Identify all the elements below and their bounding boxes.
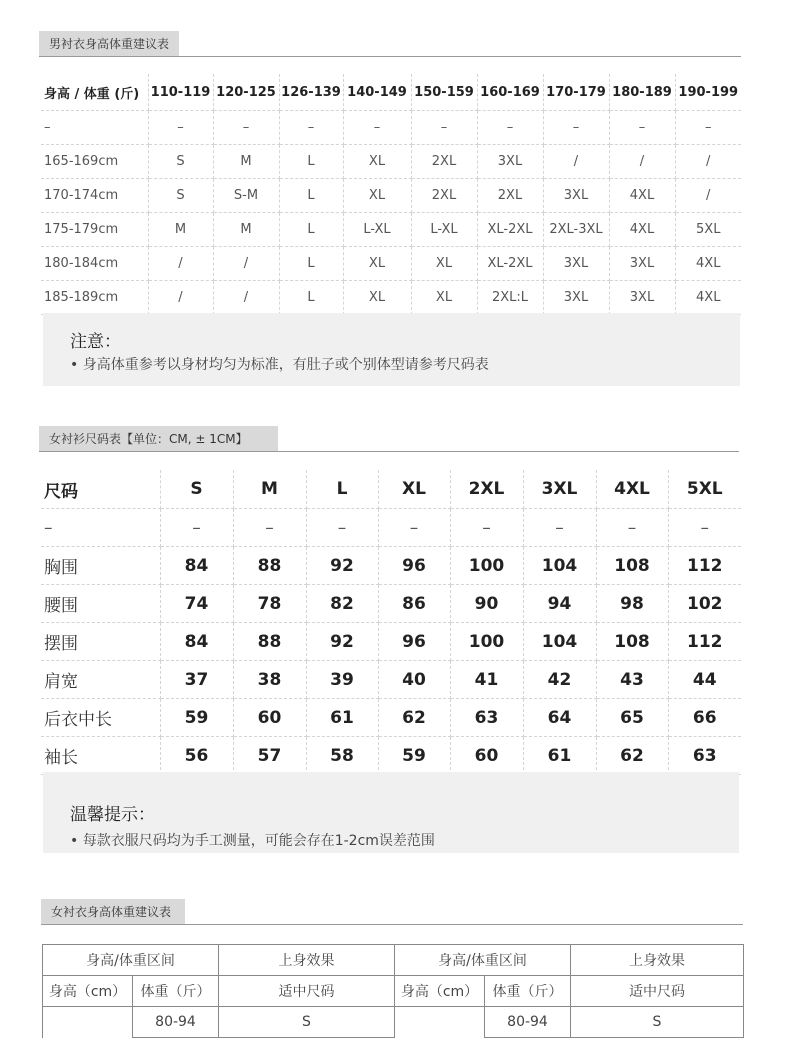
table-cell: 84	[160, 547, 233, 585]
height-header: 身高（cm）	[395, 976, 485, 1007]
table-cell: 3XL	[609, 281, 675, 315]
table-cell: L	[279, 213, 343, 247]
tip-item	[70, 830, 435, 850]
table-cell: 74	[160, 585, 233, 623]
table-row	[41, 509, 741, 547]
table-cell: 2XL:L	[477, 281, 543, 315]
table-cell: –	[477, 111, 543, 145]
column-header: 180-189	[609, 74, 675, 111]
column-header: 126-139	[279, 74, 343, 111]
men-section-title: 男衬衣身高体重建议表	[39, 31, 179, 57]
table-cell: XL-2XL	[477, 247, 543, 281]
table-cell: –	[306, 509, 378, 547]
table-cell: 3XL	[543, 247, 609, 281]
table-row	[41, 111, 741, 145]
bullet-icon: •	[70, 833, 83, 849]
table-header-row	[41, 74, 741, 111]
table-cell: 59	[378, 737, 450, 775]
table-cell: 92	[306, 623, 378, 661]
table-cell: 58	[306, 737, 378, 775]
table-cell: M	[213, 213, 279, 247]
table-cell: 38	[233, 661, 306, 699]
column-header: 4XL	[596, 470, 668, 509]
table-cell: 2XL-3XL	[543, 213, 609, 247]
table-cell: L	[279, 145, 343, 179]
table-cell: –	[675, 111, 741, 145]
row-label: 165-169cm	[41, 145, 148, 179]
table-cell: /	[213, 247, 279, 281]
table-row	[41, 699, 741, 737]
table-cell: S	[148, 179, 213, 213]
table-cell: /	[148, 247, 213, 281]
women-section-header	[39, 426, 739, 452]
table-cell: 44	[668, 661, 741, 699]
size-header: 适中尺码	[571, 976, 744, 1007]
table-cell: 61	[306, 699, 378, 737]
row-label-header: 身高 / 体重 (斤)	[41, 74, 148, 111]
table-cell: M	[213, 145, 279, 179]
column-header: 150-159	[411, 74, 477, 111]
table-cell: XL	[343, 145, 411, 179]
table-cell: 64	[523, 699, 596, 737]
table-cell: /	[543, 145, 609, 179]
table-cell: 42	[523, 661, 596, 699]
table-cell: 40	[378, 661, 450, 699]
table-header-row	[41, 470, 741, 509]
table-cell: 62	[596, 737, 668, 775]
table-cell: 3XL	[477, 145, 543, 179]
column-header: 3XL	[523, 470, 596, 509]
row-label: 180-184cm	[41, 247, 148, 281]
table-cell: –	[213, 111, 279, 145]
table-cell: –	[279, 111, 343, 145]
divider	[39, 451, 739, 452]
table-cell	[43, 1007, 133, 1038]
column-header: XL	[378, 470, 450, 509]
table-cell: XL	[411, 281, 477, 315]
table-cell: 2XL	[411, 179, 477, 213]
table-cell: XL-2XL	[477, 213, 543, 247]
table-cell: 90	[450, 585, 523, 623]
table-cell: –	[233, 509, 306, 547]
row-label: 185-189cm	[41, 281, 148, 315]
table-cell: 62	[378, 699, 450, 737]
table-header-row	[43, 945, 744, 976]
column-header: 170-179	[543, 74, 609, 111]
table-cell: 63	[668, 737, 741, 775]
range-header: 身高/体重区间	[43, 945, 219, 976]
table-cell: XL	[343, 247, 411, 281]
table-cell: 100	[450, 623, 523, 661]
table-cell: 4XL	[675, 247, 741, 281]
table-cell: –	[609, 111, 675, 145]
table-cell: 63	[450, 699, 523, 737]
size-header: 适中尺码	[219, 976, 395, 1007]
table-cell: 104	[523, 547, 596, 585]
table-cell: L	[279, 179, 343, 213]
column-header: M	[233, 470, 306, 509]
table-cell: 4XL	[609, 179, 675, 213]
table-row	[41, 179, 741, 213]
women-body-section-header	[41, 899, 743, 925]
column-header: 5XL	[668, 470, 741, 509]
table-cell: 98	[596, 585, 668, 623]
table-cell: 57	[233, 737, 306, 775]
column-header: 120-125	[213, 74, 279, 111]
table-cell: –	[668, 509, 741, 547]
table-cell: L	[279, 281, 343, 315]
table-cell: S	[571, 1007, 744, 1038]
table-cell: 86	[378, 585, 450, 623]
table-cell: 66	[668, 699, 741, 737]
table-row	[41, 737, 741, 775]
table-cell: –	[343, 111, 411, 145]
table-row	[41, 247, 741, 281]
table-cell: XL	[411, 247, 477, 281]
table-cell: S	[219, 1007, 395, 1038]
table-cell: 43	[596, 661, 668, 699]
table-cell: 102	[668, 585, 741, 623]
table-cell: 88	[233, 623, 306, 661]
table-cell: 100	[450, 547, 523, 585]
column-header: S	[160, 470, 233, 509]
table-cell: 3XL	[543, 179, 609, 213]
table-cell: 94	[523, 585, 596, 623]
row-label: –	[41, 509, 160, 547]
table-cell	[395, 1007, 485, 1038]
table-row	[41, 213, 741, 247]
table-cell: 96	[378, 623, 450, 661]
effect-header: 上身效果	[219, 945, 395, 976]
table-cell: /	[148, 281, 213, 315]
table-cell: 4XL	[609, 213, 675, 247]
row-label-header: 尺码	[41, 470, 160, 509]
divider	[41, 924, 743, 925]
table-cell: M	[148, 213, 213, 247]
row-label: 袖长	[41, 737, 160, 775]
table-cell: 61	[523, 737, 596, 775]
column-header: 140-149	[343, 74, 411, 111]
column-header: 110-119	[148, 74, 213, 111]
table-cell: 80-94	[485, 1007, 571, 1038]
table-subheader-row	[43, 976, 744, 1007]
table-cell: 108	[596, 623, 668, 661]
tip-title: 温馨提示：	[70, 805, 155, 825]
table-cell: S	[148, 145, 213, 179]
table-cell: –	[378, 509, 450, 547]
row-label: 175-179cm	[41, 213, 148, 247]
women-body-table	[42, 944, 744, 1038]
table-cell: 92	[306, 547, 378, 585]
table-cell: –	[596, 509, 668, 547]
weight-header: 体重（斤）	[485, 976, 571, 1007]
row-label: 170-174cm	[41, 179, 148, 213]
row-label: 摆围	[41, 623, 160, 661]
women-size-table	[41, 470, 741, 775]
table-cell: 80-94	[133, 1007, 219, 1038]
note-title: 注意：	[70, 332, 121, 352]
women-body-section-title: 女衬衣身高体重建议表	[41, 899, 185, 925]
table-cell: –	[411, 111, 477, 145]
table-cell: /	[609, 145, 675, 179]
table-cell: /	[675, 179, 741, 213]
table-cell: 41	[450, 661, 523, 699]
table-cell: L-XL	[343, 213, 411, 247]
men-size-table	[41, 74, 741, 315]
effect-header: 上身效果	[571, 945, 744, 976]
table-cell: /	[675, 145, 741, 179]
table-cell: 5XL	[675, 213, 741, 247]
row-label: 腰围	[41, 585, 160, 623]
table-cell: 82	[306, 585, 378, 623]
women-section-title: 女衬衫尺码表【单位：CM, ± 1CM】	[39, 426, 278, 452]
table-cell: 2XL	[477, 179, 543, 213]
table-cell: 3XL	[543, 281, 609, 315]
column-header: L	[306, 470, 378, 509]
row-label: 后衣中长	[41, 699, 160, 737]
row-label: 胸围	[41, 547, 160, 585]
table-cell: 60	[450, 737, 523, 775]
table-cell: 60	[233, 699, 306, 737]
table-cell: 59	[160, 699, 233, 737]
men-section-header	[39, 31, 741, 57]
table-cell: 112	[668, 547, 741, 585]
row-label: 肩宽	[41, 661, 160, 699]
table-cell: –	[523, 509, 596, 547]
table-cell: –	[148, 111, 213, 145]
women-tip-box	[43, 772, 739, 853]
table-row	[41, 547, 741, 585]
table-row	[43, 1007, 744, 1038]
table-cell: 65	[596, 699, 668, 737]
tip-text: 每款衣服尺码均为手工测量，可能会存在1-2cm误差范围	[82, 833, 435, 849]
weight-header: 体重（斤）	[133, 976, 219, 1007]
table-cell: 96	[378, 547, 450, 585]
table-cell: L	[279, 247, 343, 281]
divider	[39, 56, 741, 57]
column-header: 190-199	[675, 74, 741, 111]
range-header: 身高/体重区间	[395, 945, 571, 976]
table-cell: XL	[343, 179, 411, 213]
table-cell: 88	[233, 547, 306, 585]
table-cell: 4XL	[675, 281, 741, 315]
table-row	[41, 623, 741, 661]
table-cell: 84	[160, 623, 233, 661]
table-cell: –	[450, 509, 523, 547]
table-cell: –	[543, 111, 609, 145]
column-header: 160-169	[477, 74, 543, 111]
bullet-icon: •	[70, 357, 83, 373]
table-row	[41, 585, 741, 623]
table-cell: 37	[160, 661, 233, 699]
table-row	[41, 661, 741, 699]
men-note-box	[43, 313, 740, 386]
table-cell: XL	[343, 281, 411, 315]
table-cell: 39	[306, 661, 378, 699]
table-cell: S-M	[213, 179, 279, 213]
table-cell: –	[160, 509, 233, 547]
table-cell: 3XL	[609, 247, 675, 281]
column-header: 2XL	[450, 470, 523, 509]
note-text: 身高体重参考以身材均匀为标准，有肚子或个别体型请参考尺码表	[82, 357, 489, 373]
table-cell: /	[213, 281, 279, 315]
table-cell: 2XL	[411, 145, 477, 179]
table-cell: L-XL	[411, 213, 477, 247]
note-item	[70, 354, 489, 374]
table-cell: 78	[233, 585, 306, 623]
height-header: 身高（cm）	[43, 976, 133, 1007]
row-label: –	[41, 111, 148, 145]
table-cell: 108	[596, 547, 668, 585]
table-cell: 56	[160, 737, 233, 775]
table-cell: 112	[668, 623, 741, 661]
table-row	[41, 145, 741, 179]
table-cell: 104	[523, 623, 596, 661]
table-row	[41, 281, 741, 315]
